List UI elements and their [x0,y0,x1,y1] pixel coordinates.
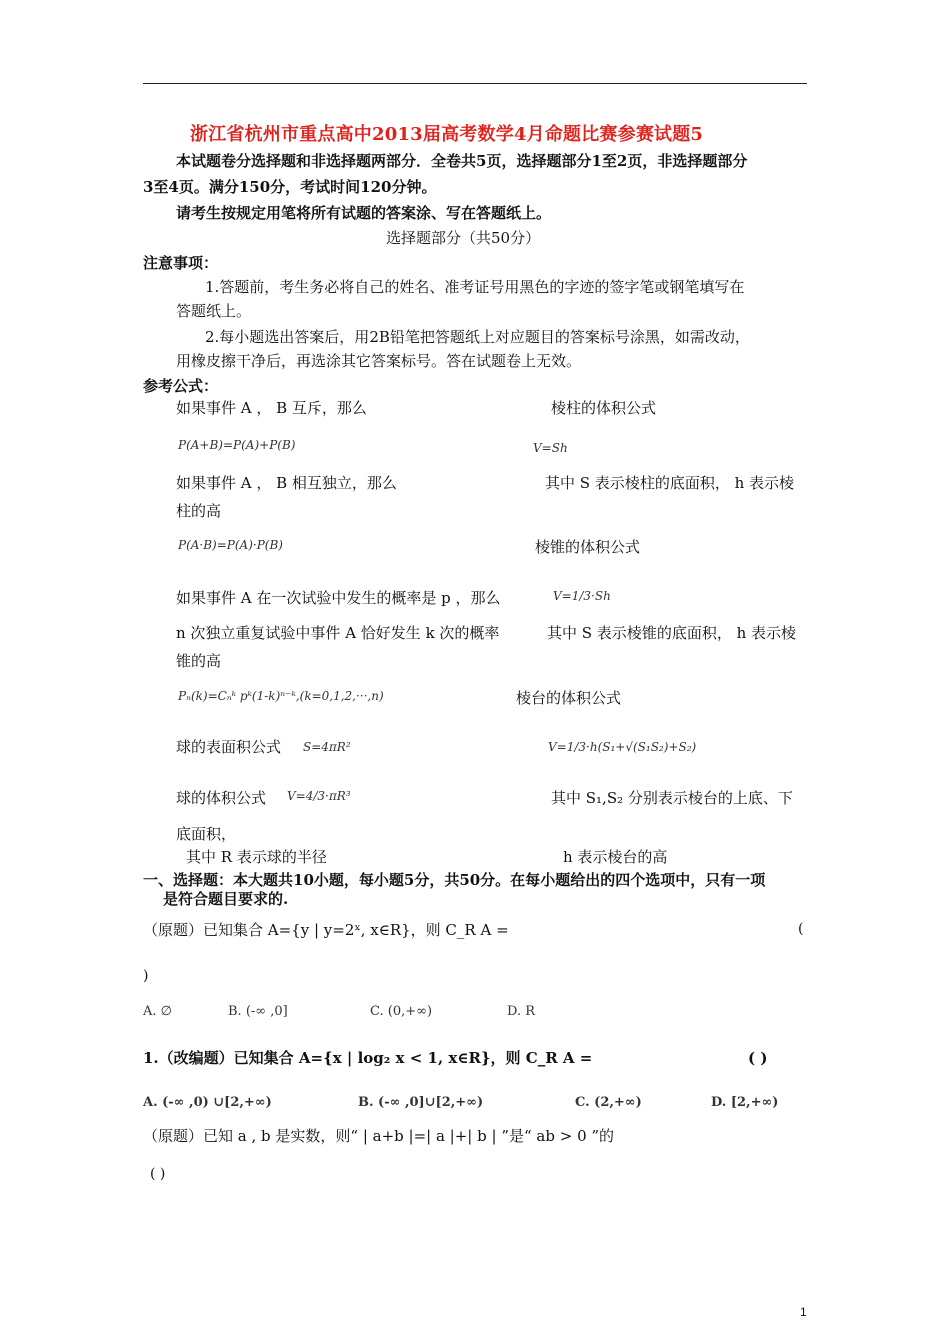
formulas-heading: 参考公式： [143,377,219,395]
original-question-1-paren-open: ( [798,921,804,937]
original-question-1-option-c: C. (0,+∞) [370,1004,433,1019]
note-1-line-2: 答题纸上。 [176,302,252,320]
prism-formula: V=Sh [533,441,568,455]
frustum-desc-2: 底面积， [176,825,237,843]
trial-text: n 次独立重复试验中事件 A 恰好发生 k 次的概率 [176,624,500,642]
mutex-formula: P(A+B)=P(A)+P(B) [178,438,296,452]
question-1-option-a: A. (-∞ ,0) ∪[2,+∞) [143,1095,272,1110]
indep-formula: P(A·B)=P(A)·P(B) [178,538,283,552]
prob-text: 如果事件 A 在一次试验中发生的概率是 p ，那么 [176,589,501,607]
note-2-line-1: 2.每小题选出答案后，用2B铅笔把答题纸上对应题目的答案标号涂黑，如需改动， [205,328,750,346]
document-title: 浙江省杭州市重点高中2013届高考数学4月命题比赛参赛试题5 [190,124,704,145]
sphere-area-formula: S=4πR² [303,740,351,754]
frustum-desc-1: 其中 S₁,S₂ 分别表示棱台的上底、下 [551,789,793,807]
prism-desc-2: 柱的高 [176,502,222,520]
question-1-option-c: C. (2,+∞) [575,1095,642,1110]
radius-line: 其中 R 表示球的半径 [186,848,327,866]
frustum-height: h 表示棱台的高 [563,848,668,866]
note-2-line-2: 用橡皮擦干净后，再选涂其它答案标号。答在试题卷上无效。 [176,352,582,370]
intro-line-2: 3至4页。满分150分，考试时间120分钟。 [143,178,437,196]
page-number: 1 [800,1305,807,1319]
original-question-1-option-a: A. ∅ [143,1004,172,1019]
part1-heading-line-1: 一、选择题：本大题共10小题，每小题5分，共50分。在每小题给出的四个选项中，只有一项 [143,871,766,889]
frustum-label: 棱台的体积公式 [516,689,622,707]
sphere-vol-formula: V=4/3·πR³ [287,789,351,803]
frustum-formula: V=1/3·h(S₁+√(S₁S₂)+S₂) [548,740,697,754]
question-1-paren: ( ) [748,1049,768,1067]
intro-line-1: 本试题卷分选择题和非选择题两部分．全卷共5页，选择题部分1至2页，非选择题部分 [176,152,748,170]
header-rule [143,83,807,84]
question-1-option-b: B. (-∞ ,0]∪[2,+∞) [358,1095,484,1110]
indep-text: 如果事件 A ， B 相互独立，那么 [176,474,397,492]
part1-heading-line-2: 是符合题目要求的. [163,890,289,908]
question-1-option-d: D. [2,+∞) [711,1095,779,1110]
sphere-vol-label: 球的体积公式 [176,789,267,807]
original-question-1-option-d: D. R [507,1004,536,1019]
prism-desc-1: 其中 S 表示棱柱的底面积， h 表示棱 [545,474,795,492]
question-1-stem: 1.（改编题）已知集合 A={x | log₂ x < 1, x∈R}，则 C_R A = [143,1049,593,1067]
prism-label: 棱柱的体积公式 [551,399,657,417]
pyramid-formula: V=1/3·Sh [553,589,611,603]
original-question-1-stem: （原题）已知集合 A={y | y=2ˣ, x∈R}，则 C_R A = [143,921,509,939]
original-question-2-stem: （原题）已知 a , b 是实数，则“ | a+b |=| a |+| b | ”是“ ab > 0 ”的 [143,1127,615,1145]
section-heading: 选择题部分（共50分） [386,229,541,247]
original-question-2-paren: ( ) [150,1166,166,1182]
pyramid-desc-1: 其中 S 表示棱锥的底面积， h 表示棱 [547,624,797,642]
original-question-1-option-b: B. (-∞ ,0] [228,1004,288,1019]
pyramid-desc-2: 锥的高 [176,652,222,670]
notes-heading: 注意事项： [143,254,219,272]
intro-line-3: 请考生按规定用笔将所有试题的答案涂、写在答题纸上。 [176,204,552,222]
mutex-text: 如果事件 A ， B 互斥，那么 [176,399,367,417]
pyramid-label: 棱锥的体积公式 [535,538,641,556]
original-question-1-paren-close: ) [143,968,149,984]
note-1-line-1: 1.答题前，考生务必将自己的姓名、准考证号用黑色的字迹的签字笔或钢笔填写在 [205,278,745,296]
binom-formula: Pₙ(k)=Cₙᵏ pᵏ(1-k)ⁿ⁻ᵏ,(k=0,1,2,···,n) [178,689,384,703]
sphere-area-label: 球的表面积公式 [176,738,282,756]
